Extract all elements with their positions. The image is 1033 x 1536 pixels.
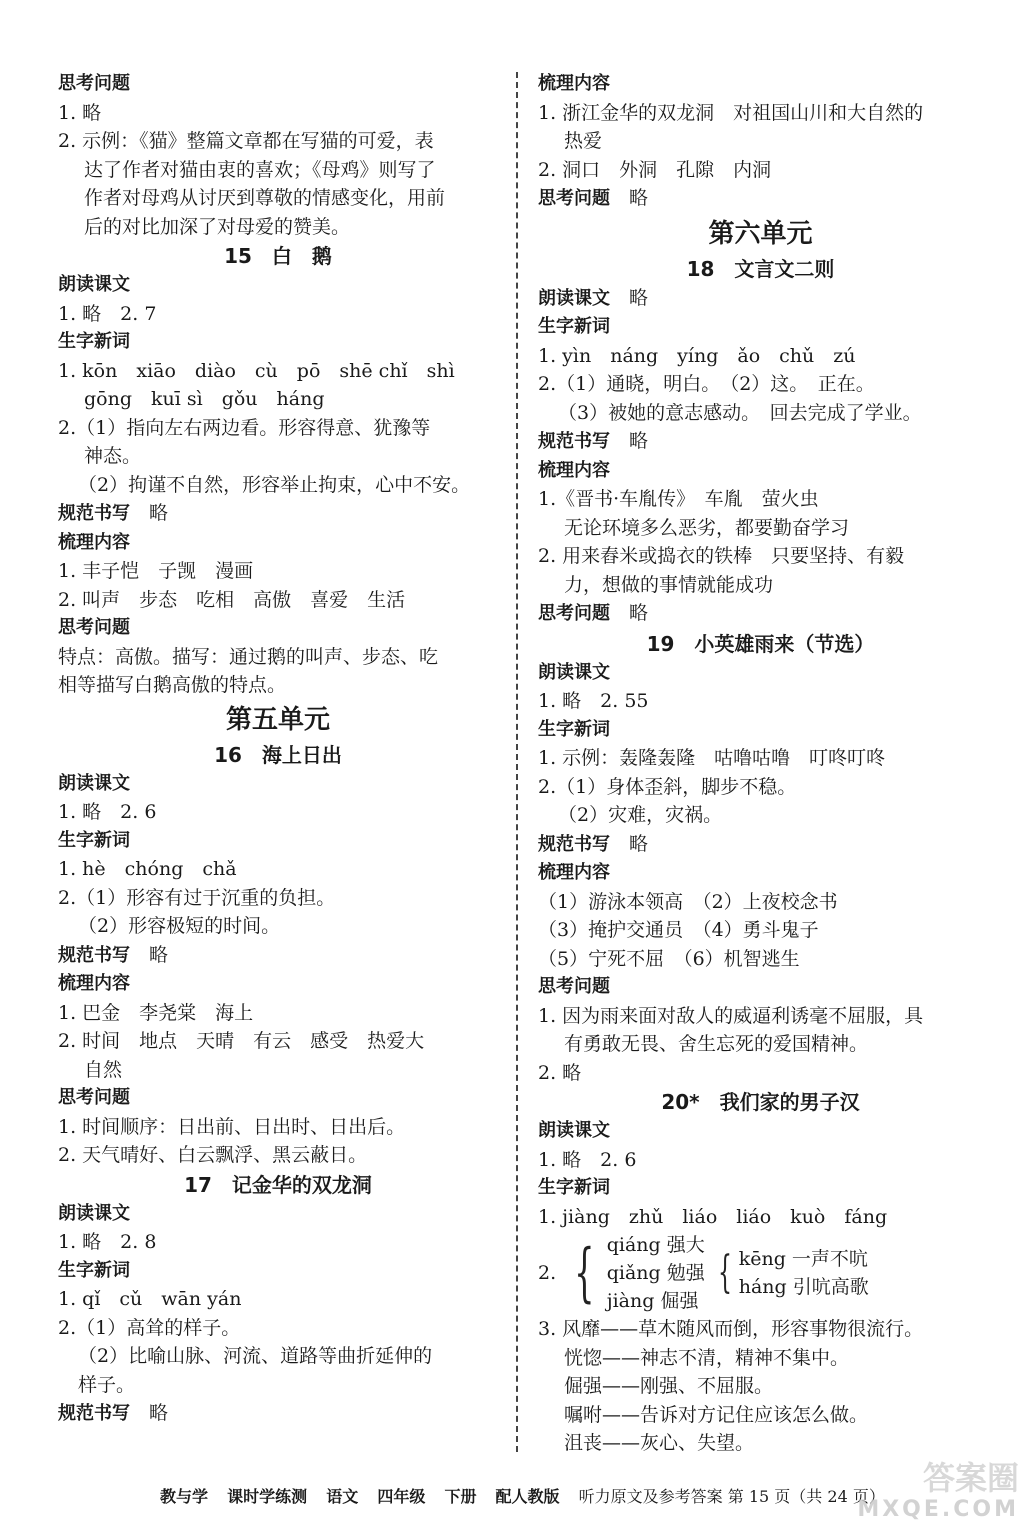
answer-line: （1）游泳本领高 （2）上夜校念书: [538, 890, 838, 913]
answer-line: 1. 因为雨来面对敌人的威逼利诱毫不屈服，具: [538, 1004, 924, 1027]
answer-line: 2. 略: [538, 1061, 582, 1084]
answer-line: 恍惚——神志不清，精神不集中。: [564, 1346, 850, 1369]
section-heading: 思考问题: [58, 73, 130, 94]
section-heading: 生字新词: [58, 1259, 130, 1281]
answer-line: 2.（1）形容有过于沉重的负担。: [58, 886, 336, 909]
left-column: [58, 70, 498, 1429]
answer-line: 1. yìn náng yíng ǎo chǔ zú: [538, 344, 856, 367]
brace-list: [739, 1245, 869, 1301]
answer-line: （2）拘谨不自然，形容举止拘束，心中不安。: [78, 473, 471, 496]
footer-subject: 语文: [326, 1487, 359, 1506]
lesson-title: 20* 我们家的男子汉: [661, 1090, 860, 1114]
answer-line: （2）形容极短的时间。: [78, 915, 281, 937]
answer-line: 2. 洞口 外洞 孔隙 内洞: [538, 158, 772, 181]
answer-line: 1. 略 2. 7: [58, 302, 157, 325]
section-heading: 朗读课文: [538, 287, 610, 309]
footer-edition: 配人教版: [495, 1487, 560, 1506]
answer-line: 2. 叫声 步态 吃相 高傲 喜爱 生活: [58, 588, 406, 611]
answer-line: （2）灾难，灾祸。: [558, 804, 723, 826]
answer-inline: 略: [629, 602, 649, 624]
answer-line: 1. 略: [58, 101, 102, 124]
section-heading: 规范书写: [538, 833, 610, 855]
watermark-text: 答案圈: [922, 1459, 1019, 1497]
answer-line: 神态。: [84, 445, 142, 467]
brace-item: jiàng 倔强: [606, 1290, 699, 1312]
answer-line: 2.（1）指向左右两边看。形容得意、犹豫等: [58, 416, 431, 439]
answer-line: 1. kōn xiāo diào cù pō shē chǐ shì: [58, 359, 455, 382]
page-number: 第 15 页（共 24 页）: [727, 1487, 885, 1506]
section-heading: 生字新词: [58, 331, 130, 352]
answer-line: 1.《晋书·车胤传》 车胤 萤火虫: [538, 488, 819, 510]
answer-line: 达了作者对猫由衷的喜欢；《母鸡》则写了: [84, 158, 436, 181]
answer-line: 1. 丰子恺 子觊 漫画: [58, 560, 254, 582]
answer-line: 2. 示例：《猫》整篇文章都在写猫的可爱，表: [58, 130, 434, 152]
unit-title: 第六单元: [708, 218, 813, 249]
answer-line: 1. jiàng zhǔ liáo liáo kuò fáng: [538, 1205, 888, 1228]
answer-inline: 略: [149, 502, 169, 524]
answer-inline: 略: [149, 1402, 169, 1424]
footer-section: 听力原文及参考答案: [578, 1487, 723, 1506]
section-heading: 朗读课文: [58, 772, 130, 794]
answer-line: （2）比喻山脉、河流、道路等曲折延伸的: [78, 1345, 433, 1367]
answer-line: 有勇敢无畏、舍生忘死的爱国精神。: [564, 1033, 869, 1055]
answer-line: gōng kuī sì gǒu háng: [84, 388, 325, 410]
section-heading: 思考问题: [58, 1087, 130, 1108]
section-heading: 思考问题: [538, 603, 610, 624]
footer-series: 课时学练测: [227, 1487, 308, 1506]
answer-inline: 略: [629, 430, 649, 452]
column-divider: [516, 72, 518, 1452]
section-heading: 思考问题: [58, 617, 130, 638]
section-heading: 梳理内容: [58, 973, 130, 994]
answer-line: 2. 天气晴好、白云飘浮、黑云蔽日。: [58, 1144, 368, 1166]
section-heading: 思考问题: [538, 976, 610, 997]
answer-inline: 略: [149, 943, 169, 966]
watermark-logo: [849, 1460, 1019, 1530]
section-heading: 朗读课文: [58, 274, 130, 295]
answer-line: 2.（1）高耸的样子。: [58, 1316, 241, 1339]
section-heading: 梳理内容: [538, 862, 610, 883]
answer-line: 力，想做的事情就能成功: [564, 573, 774, 596]
answer-line: 热爱: [564, 130, 603, 152]
answer-inline: 略: [629, 187, 649, 209]
lesson-title: 18 文言文二则: [686, 256, 835, 281]
answer-line: 2. 用来舂米或捣衣的铁棒 只要坚持、有毅: [538, 545, 905, 567]
brace-item: qiǎng 勉强: [606, 1262, 705, 1284]
footer-grade: 四年级: [377, 1487, 426, 1506]
lesson-title: 16 海上日出: [214, 742, 342, 767]
answer-line: （3）被她的意志感动。 回去完成了学业。: [558, 401, 922, 424]
unit-title: 第五单元: [225, 704, 330, 735]
answer-line: 倔强——刚强、不屈服。: [564, 1375, 774, 1397]
answer-inline: 略: [629, 286, 649, 309]
footer-brand: 教与学: [160, 1487, 209, 1506]
left-brace-icon: {: [717, 1247, 732, 1298]
polyphone-group: [538, 1231, 983, 1315]
section-heading: 朗读课文: [538, 1120, 610, 1141]
answer-line: 1. 略 2. 8: [58, 1231, 157, 1253]
right-column: [538, 70, 983, 1458]
page-footer: [160, 1482, 885, 1512]
section-heading: 规范书写: [58, 944, 130, 966]
answer-line: 相等描写白鹅高傲的特点。: [58, 674, 287, 696]
section-heading: 朗读课文: [58, 1202, 130, 1224]
answer-line: 2.（1）通晓，明白。 （2）这。 正在。: [538, 373, 875, 395]
answer-line: 沮丧——灰心、失望。: [564, 1432, 755, 1454]
answer-line: 1. hè chóng chǎ: [58, 858, 237, 880]
section-heading: 生字新词: [538, 316, 610, 337]
lesson-title: 15 白 鹅: [224, 244, 332, 268]
answer-line: 1. 时间顺序：日出前、日出时、日出后。: [58, 1115, 406, 1138]
brace-item: qiáng 强大: [606, 1234, 705, 1256]
footer-volume: 下册: [444, 1487, 477, 1506]
answer-line: 嘱咐——告诉对方记住应该怎么做。: [564, 1403, 869, 1426]
answer-line: 1. 略 2. 55: [538, 690, 649, 712]
answer-line: 2.（1）身体歪斜，脚步不稳。: [538, 775, 797, 798]
section-heading: 梳理内容: [538, 459, 610, 481]
lesson-title: 17 记金华的双龙洞: [184, 1172, 372, 1197]
section-heading: 梳理内容: [58, 531, 130, 553]
section-heading: 规范书写: [58, 503, 130, 524]
brace-item: kēng 一声不吭: [738, 1248, 868, 1270]
brace-list: [607, 1231, 705, 1315]
answer-line: （5）宁死不屈 （6）机智逃生: [538, 947, 800, 970]
answer-line: 1. qǐ cǔ wān yán: [58, 1288, 242, 1310]
lesson-title: 19 小英雄雨来（节选）: [646, 631, 875, 656]
answer-line: （3）掩护交通员 （4）勇斗鬼子: [538, 919, 819, 941]
section-heading: 规范书写: [58, 1403, 130, 1424]
answer-line: 特点：高傲。描写：通过鹅的叫声、步态、吃: [58, 645, 439, 668]
section-heading: 梳理内容: [538, 73, 610, 94]
answer-line: 1. 略 2. 6: [58, 801, 157, 823]
left-brace-icon: {: [574, 1236, 595, 1310]
answer-line: 1. 略 2. 6: [538, 1148, 637, 1171]
section-heading: 生字新词: [58, 829, 130, 851]
answer-line: 样子。: [78, 1373, 136, 1396]
answer-line: 自然: [84, 1058, 123, 1081]
answer-inline: 略: [629, 832, 649, 855]
section-heading: 生字新词: [538, 1177, 610, 1198]
section-heading: 朗读课文: [538, 661, 610, 683]
answer-line: 后的对比加深了对母爱的赞美。: [84, 215, 351, 238]
answer-line: 作者对母鸡从讨厌到尊敬的情感变化，用前: [84, 187, 446, 209]
section-heading: 规范书写: [538, 431, 610, 452]
item-number: 2.: [538, 1262, 557, 1284]
section-heading: 思考问题: [538, 188, 610, 209]
answer-line: 2. 时间 地点 天晴 有云 感受 热爱大: [58, 1030, 425, 1052]
brace-item: háng 引吭高歌: [738, 1276, 869, 1298]
answer-line: 无论环境多么恶劣，都要勤奋学习: [564, 516, 850, 539]
answer-line: 1. 示例：轰隆轰隆 咕噜咕噜 叮咚叮咚: [538, 747, 886, 769]
watermark-url: MXQE.COM: [857, 1497, 1019, 1522]
answer-line: 1. 浙江金华的双龙洞 对祖国山川和大自然的: [538, 101, 924, 124]
answer-line: 1. 巴金 李尧棠 海上: [58, 1001, 254, 1024]
section-heading: 生字新词: [538, 718, 610, 740]
answer-line: 3. 风靡——草木随风而倒，形容事物很流行。: [538, 1318, 924, 1340]
